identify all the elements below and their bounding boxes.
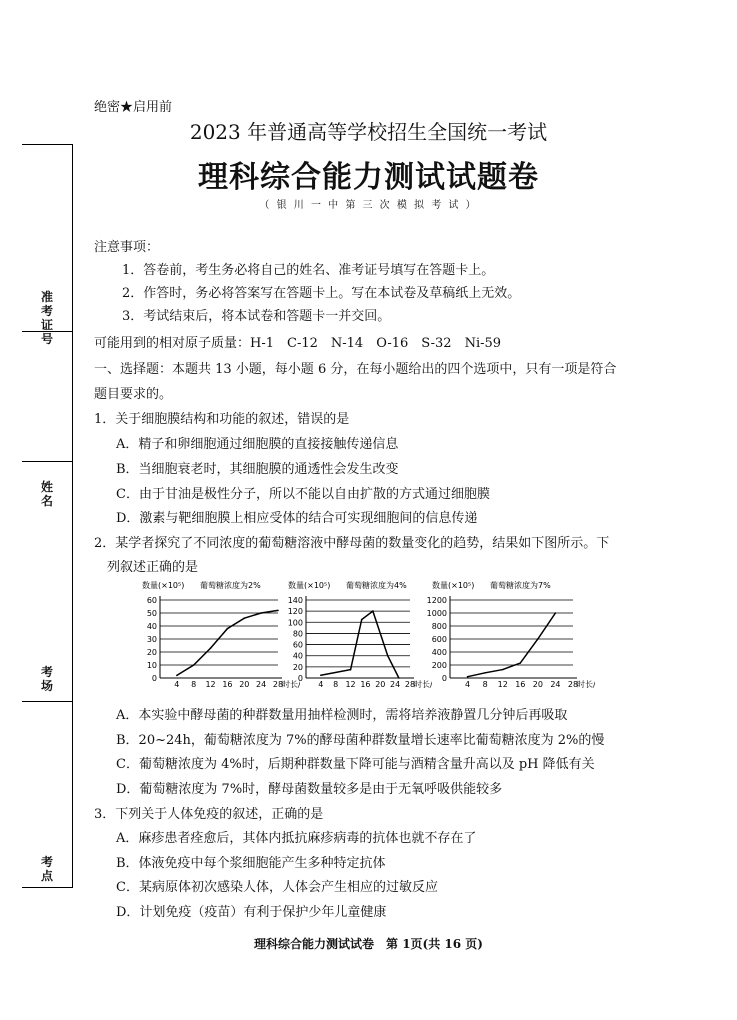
y-tick-label: 120	[287, 607, 303, 617]
chart-4-percent	[282, 578, 432, 697]
data-point	[243, 617, 245, 619]
option-a: A．麻疹患者痊愈后，其体内抵抗麻疹病毒的抗体也就不存在了	[116, 831, 477, 846]
x-tick-label: 28	[567, 680, 579, 689]
exam-title: 2023 年普通高等学校招生全国统一考试	[189, 120, 548, 144]
option-b: B．20~24h，葡萄糖浓度为 7%的酵母菌种群数量增长速率比葡萄糖浓度为 2%的慢	[116, 733, 605, 748]
main-title: 理科综合能力测试试题卷	[198, 160, 539, 195]
field-label	[22, 665, 72, 693]
x-tick-label: 28	[404, 680, 416, 689]
atomic-masses: 可能用到的相对原子质量：H-1 C-12 N-14 O-16 S-32 Ni-59	[94, 336, 502, 351]
data-point	[387, 655, 389, 657]
x-tick-label: 4	[465, 680, 471, 689]
field-name	[22, 480, 72, 508]
panel-divider	[22, 461, 72, 462]
y-axis-label: 数量(×10⁵)	[142, 581, 185, 590]
notice-heading: 注意事项：	[94, 240, 160, 255]
field-label	[22, 290, 72, 346]
notice-item: 1．答卷前，考生务必将自己的姓名、准考证号填写在答题卡上。	[122, 263, 495, 278]
option-a: A．本实验中酵母菌的种群数量用抽样检测时，需将培养液静置几分钟后再吸取	[116, 708, 568, 723]
option-b: B．体液免疫中每个浆细胞能产生多种特定抗体	[116, 856, 386, 871]
chart-7-percent	[420, 578, 595, 697]
notice-item: 3．考试结束后，将本试卷和答题卡一并交回。	[122, 309, 391, 324]
field-exam-number	[22, 290, 72, 346]
field-char: 考	[40, 304, 53, 318]
option-a: A．精子和卵细胞通过细胞膜的直接接触传递信息	[116, 437, 399, 452]
x-tick-label: 8	[191, 680, 197, 689]
data-point	[277, 610, 279, 612]
question-stem: 3．下列关于人体免疫的叙述，正确的是	[94, 807, 324, 822]
subtitle: （ 银 川 一 中 第 三 次 模 拟 考 试 ）	[259, 200, 478, 211]
y-axis-label: 数量(×10⁵)	[432, 581, 475, 590]
chart-svg	[140, 578, 300, 693]
x-tick-label: 16	[222, 680, 233, 689]
y-tick-label: 200	[431, 661, 447, 670]
series-line	[468, 613, 556, 677]
chart-svg	[420, 578, 595, 693]
option-b: B．当细胞衰老时，其细胞膜的通透性会发生改变	[116, 462, 399, 477]
y-tick-label: 10	[146, 661, 157, 670]
x-tick-label: 12	[345, 680, 356, 689]
panel-divider	[22, 701, 72, 702]
field-char: 场	[40, 679, 53, 693]
x-tick-label: 24	[256, 680, 267, 689]
data-point	[210, 647, 212, 649]
x-tick-label: 20	[532, 680, 543, 689]
binding-panel	[22, 144, 73, 888]
y-tick-label: 140	[287, 596, 303, 605]
y-tick-label: 1200	[426, 596, 447, 605]
secret-mark: 绝密★启用前	[94, 100, 173, 115]
data-point	[398, 677, 400, 679]
data-point	[467, 676, 469, 678]
field-char: 点	[40, 869, 53, 883]
field-label	[22, 855, 72, 883]
chart-2-percent	[140, 578, 300, 697]
y-tick-label: 30	[146, 635, 157, 644]
field-char: 考	[40, 665, 53, 679]
question-stem: 1．关于细胞膜结构和功能的叙述，错误的是	[94, 412, 350, 427]
data-point	[350, 669, 352, 671]
y-tick-label: 40	[146, 622, 157, 631]
y-tick-label: 80	[292, 629, 303, 639]
x-tick-label: 16	[360, 680, 371, 689]
option-c: C．由于甘油是极性分子，所以不能以自由扩散的方式通过细胞膜	[116, 487, 490, 502]
chart-title: 葡萄糖浓度为4%	[346, 581, 407, 590]
x-tick-label: 16	[515, 680, 526, 689]
y-tick-label: 1000	[426, 609, 447, 618]
data-point	[502, 669, 504, 671]
question-stem: 列叙述正确的是	[94, 560, 199, 575]
x-tick-label: 4	[174, 680, 180, 689]
x-tick-label: 20	[239, 680, 250, 689]
data-point	[361, 619, 363, 621]
data-point	[227, 628, 229, 630]
x-tick-label: 12	[497, 680, 508, 689]
y-tick-label: 50	[146, 609, 157, 618]
x-tick-label: 4	[318, 680, 324, 689]
y-tick-label: 400	[431, 648, 447, 657]
field-exam-room	[22, 665, 72, 693]
x-tick-label: 12	[205, 680, 216, 689]
option-c: C．葡萄糖浓度为 4%时，后期种群数量下降可能与酒精含量升高以及 pH 降低有关	[116, 757, 595, 772]
data-point	[320, 674, 322, 676]
data-point	[193, 664, 195, 666]
option-c: C．某病原体初次感染人体，人体会产生相应的过敏反应	[116, 880, 438, 895]
option-d: D．激素与靶细胞膜上相应受体的结合可实现细胞间的信息传递	[116, 511, 478, 526]
x-tick-label: 24	[390, 680, 401, 689]
x-axis-label: 时长	[414, 680, 430, 689]
field-label	[22, 480, 72, 508]
field-char: 准	[40, 290, 53, 304]
field-char: 号	[40, 332, 53, 346]
field-exam-site	[22, 855, 72, 883]
notice-item: 2．作答时，务必将答案写在答题卡上。写在本试卷及草稿纸上无效。	[122, 286, 521, 301]
y-axis-label: 数量(×10⁵)	[288, 581, 331, 590]
page-footer: 理科综合能力测试试卷 第 1页(共 16 页)	[254, 937, 483, 951]
data-point	[519, 662, 521, 664]
x-axis-label: 时长	[282, 680, 298, 689]
option-d: D．葡萄糖浓度为 7%时，酵母菌数量较多是由于无氧呼吸供能较多	[116, 782, 503, 797]
y-tick-label: 20	[292, 662, 303, 672]
x-tick-label: 20	[375, 680, 386, 689]
data-point	[484, 672, 486, 674]
question-stem: 2．某学者探究了不同浓度的葡萄糖溶液中酵母菌的数量变化的趋势，结果如下图所示。下	[94, 536, 610, 551]
section-instruction: 题目要求的。	[94, 387, 173, 402]
y-tick-label: 0	[297, 674, 303, 683]
y-tick-label: 800	[431, 622, 447, 631]
chart-title: 葡萄糖浓度为2%	[200, 581, 261, 590]
chart-title: 葡萄糖浓度为7%	[490, 581, 551, 590]
data-point	[537, 638, 539, 640]
x-tick-label: 8	[482, 680, 488, 689]
section-instruction: 一、选择题：本题共 13 小题，每小题 6 分，在每小题给出的四个选项中，只有一项是符合	[94, 362, 617, 377]
data-point	[555, 612, 557, 614]
series-line	[177, 610, 278, 675]
option-d: D．计划免疫（疫苗）有利于保护少年儿童健康	[116, 905, 387, 920]
y-tick-label: 100	[287, 618, 303, 628]
y-tick-label: 0	[151, 674, 157, 683]
field-char: 考	[40, 855, 53, 869]
field-char: 名	[40, 494, 53, 508]
data-point	[372, 610, 374, 612]
x-axis-label: 时长	[577, 680, 593, 689]
data-point	[176, 675, 178, 677]
y-tick-label: 60	[292, 640, 303, 650]
chart-svg	[282, 578, 432, 693]
y-tick-label: 20	[146, 648, 157, 657]
x-tick-label: 24	[550, 680, 561, 689]
y-tick-label: 40	[292, 651, 303, 661]
x-tick-label: 28	[272, 680, 284, 689]
x-tick-label: 8	[333, 680, 339, 689]
y-tick-label: 600	[431, 635, 447, 644]
y-tick-label: 0	[441, 674, 447, 683]
field-char: 姓	[40, 480, 53, 494]
y-tick-label: 60	[146, 596, 157, 605]
data-point	[260, 612, 262, 614]
field-char: 证	[40, 318, 53, 332]
